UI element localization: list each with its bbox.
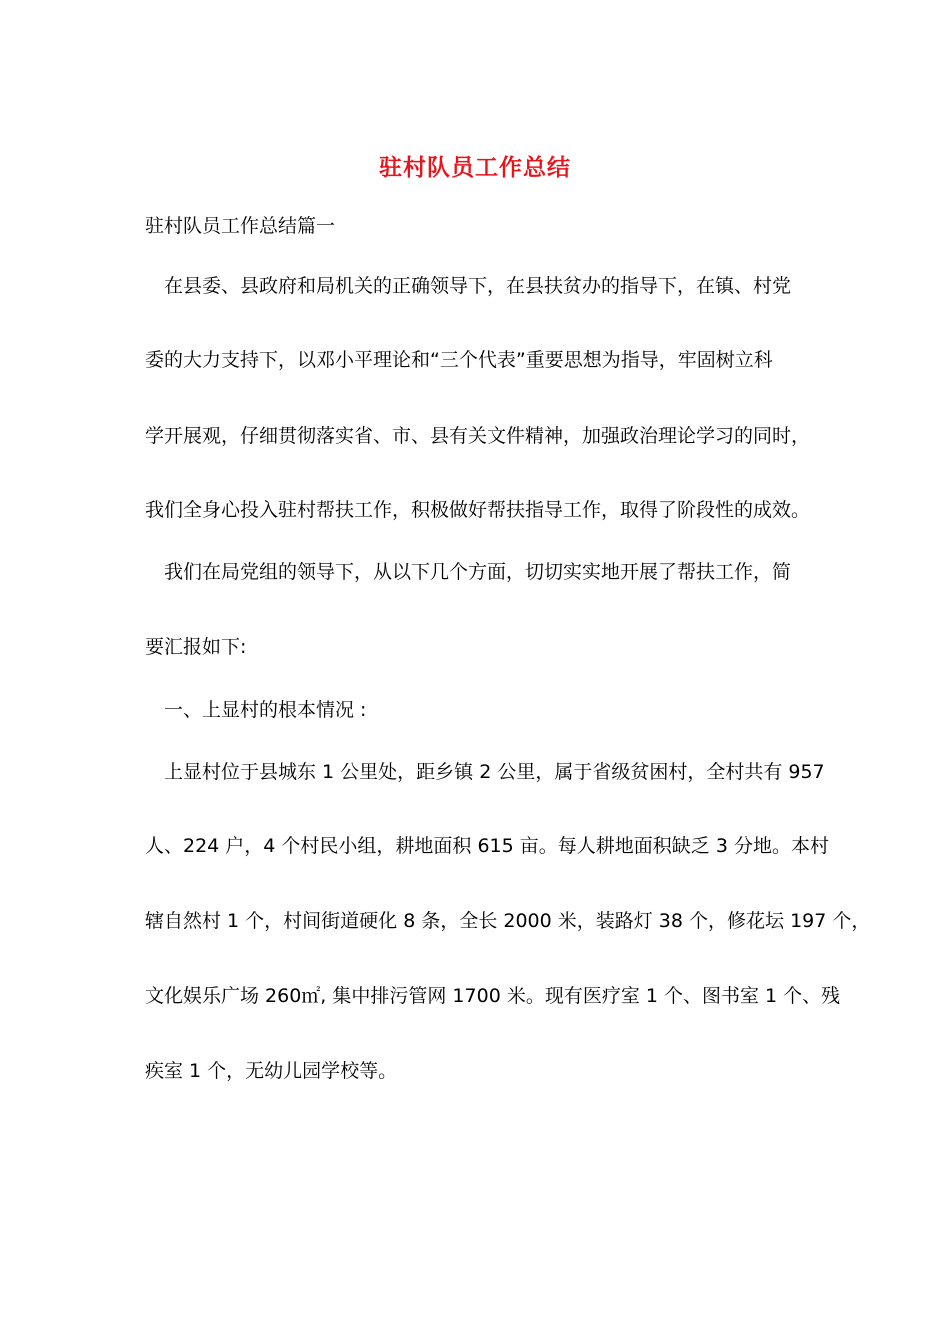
paragraph-line: 人、224 户，4 个村民小组，耕地面积 615 亩。每人耕地面积缺乏 3 分地。本村 (145, 835, 829, 857)
paragraph-line: 我们全身心投入驻村帮扶工作，积极做好帮扶指导工作，取得了阶段性的成效。 (145, 499, 811, 521)
paragraph-line: 委的大力支持下，以邓小平理论和“三个代表”重要思想为指导，牢固树立科 (145, 349, 773, 371)
paragraph-line: 疾室 1 个，无幼儿园学校等。 (145, 1060, 398, 1082)
paragraph-line: 我们在局党组的领导下，从以下几个方面，切切实实地开展了帮扶工作，简 (164, 561, 792, 583)
paragraph-line: 学开展观，仔细贯彻落实省、市、县有关文件精神，加强政治理论学习的同时， (145, 425, 811, 447)
section-heading: 驻村队员工作总结篇一 (145, 215, 336, 237)
document-title: 驻村队员工作总结 (379, 154, 571, 181)
paragraph-line: 辖自然村 1 个，村间街道硬化 8 条，全长 2000 米，装路灯 38 个，修花坛 197 个， (145, 910, 871, 932)
paragraph-line: 上显村位于县城东 1 公里处，距乡镇 2 公里，属于省级贫困村，全村共有 957 (164, 761, 825, 783)
paragraph-line: 要汇报如下: (145, 636, 247, 658)
paragraph-line: 文化娱乐广场 260㎡, 集中排污管网 1700 米。现有医疗室 1 个、图书室 1 个、残 (145, 985, 841, 1007)
paragraph-line: 在县委、县政府和局机关的正确领导下，在县扶贫办的指导下，在镇、村党 (164, 275, 792, 297)
subsection-heading: 一、上显村的根本情况 : (164, 699, 367, 721)
